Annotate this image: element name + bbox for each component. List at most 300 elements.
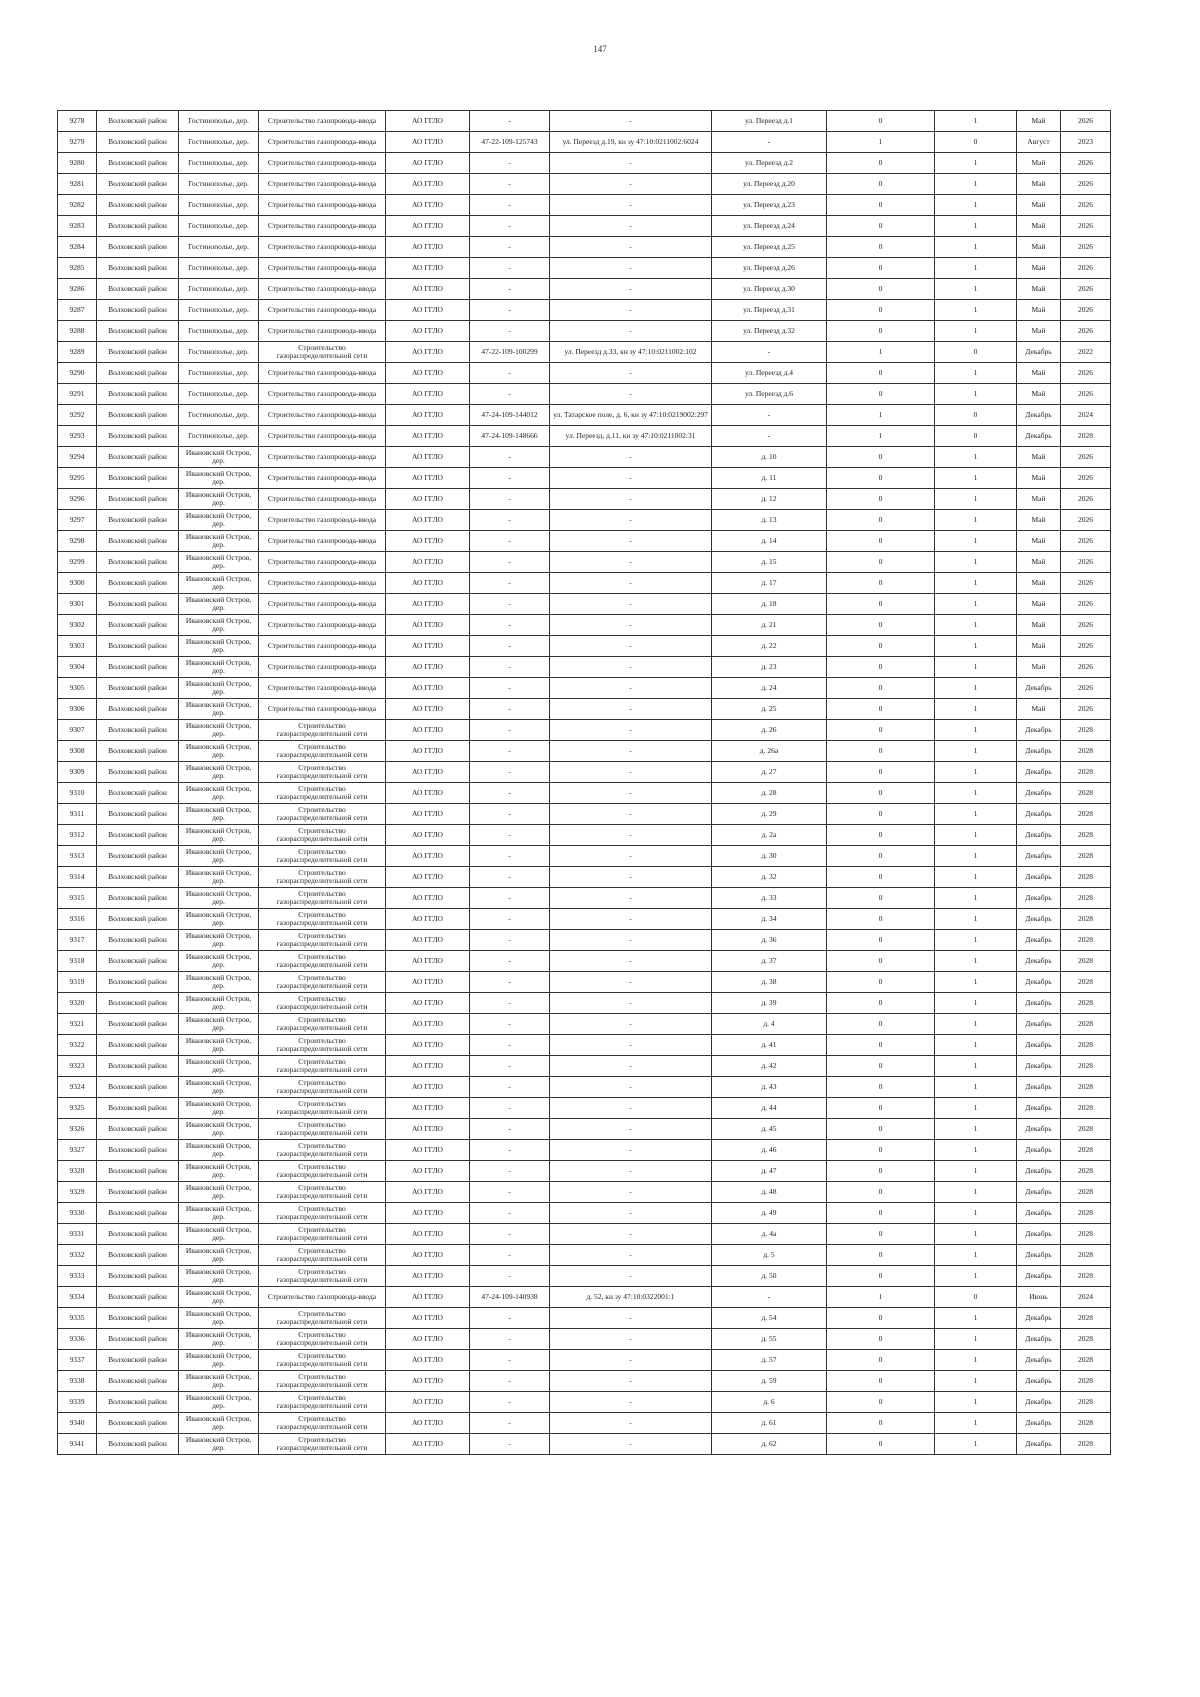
organization-cell: АО ГГЛО xyxy=(386,678,470,699)
district-cell: Волховский район xyxy=(97,1182,179,1203)
month-cell: Август xyxy=(1017,132,1061,153)
district-cell: Волховский район xyxy=(97,951,179,972)
count-a-cell: 0 xyxy=(827,846,935,867)
cadastral-address-cell: ул. Татарское поле, д. 6, кн зу 47:10:0219002:297 xyxy=(550,405,712,426)
month-cell: Декабрь xyxy=(1017,1371,1061,1392)
year-cell: 2028 xyxy=(1061,1035,1111,1056)
count-a-cell: 1 xyxy=(827,426,935,447)
work-type-cell: Строительство газораспределительной сети xyxy=(259,783,386,804)
row-number-cell: 9293 xyxy=(58,426,97,447)
application-number-cell: - xyxy=(470,111,550,132)
work-type-cell: Строительство газораспределительной сети xyxy=(259,888,386,909)
count-a-cell: 0 xyxy=(827,1014,935,1035)
settlement-cell: Ивановский Остров, дер. xyxy=(179,951,259,972)
work-type-cell: Строительство газопровода-ввода xyxy=(259,552,386,573)
table-row xyxy=(58,1371,1111,1392)
address-cell: д. 24 xyxy=(712,678,827,699)
address-cell: д. 18 xyxy=(712,594,827,615)
month-cell: Май xyxy=(1017,300,1061,321)
cadastral-address-cell: - xyxy=(550,804,712,825)
district-cell: Волховский район xyxy=(97,783,179,804)
count-b-cell: 1 xyxy=(935,153,1017,174)
work-type-cell: Строительство газопровода-ввода xyxy=(259,615,386,636)
application-number-cell: - xyxy=(470,1182,550,1203)
count-b-cell: 1 xyxy=(935,573,1017,594)
year-cell: 2028 xyxy=(1061,1077,1111,1098)
table-row xyxy=(58,426,1111,447)
cadastral-address-cell: - xyxy=(550,1161,712,1182)
count-a-cell: 0 xyxy=(827,1203,935,1224)
month-cell: Декабрь xyxy=(1017,1350,1061,1371)
district-cell: Волховский район xyxy=(97,153,179,174)
cadastral-address-cell: - xyxy=(550,1056,712,1077)
count-b-cell: 1 xyxy=(935,447,1017,468)
table-row xyxy=(58,615,1111,636)
address-cell: д. 38 xyxy=(712,972,827,993)
cadastral-address-cell: - xyxy=(550,1098,712,1119)
settlement-cell: Ивановский Остров, дер. xyxy=(179,720,259,741)
row-number-cell: 9298 xyxy=(58,531,97,552)
table-row xyxy=(58,1140,1111,1161)
district-cell: Волховский район xyxy=(97,1161,179,1182)
row-number-cell: 9313 xyxy=(58,846,97,867)
count-b-cell: 1 xyxy=(935,174,1017,195)
cadastral-address-cell: - xyxy=(550,216,712,237)
table-row xyxy=(58,1224,1111,1245)
application-number-cell: - xyxy=(470,867,550,888)
address-cell: д. 54 xyxy=(712,1308,827,1329)
table-row xyxy=(58,279,1111,300)
month-cell: Декабрь xyxy=(1017,1035,1061,1056)
district-cell: Волховский район xyxy=(97,174,179,195)
address-cell: ул. Переезд д.4 xyxy=(712,363,827,384)
count-a-cell: 0 xyxy=(827,1266,935,1287)
table-row xyxy=(58,1119,1111,1140)
application-number-cell: - xyxy=(470,1392,550,1413)
year-cell: 2028 xyxy=(1061,1308,1111,1329)
year-cell: 2026 xyxy=(1061,636,1111,657)
district-cell: Волховский район xyxy=(97,552,179,573)
count-b-cell: 1 xyxy=(935,321,1017,342)
district-cell: Волховский район xyxy=(97,1392,179,1413)
table-row xyxy=(58,342,1111,363)
address-cell: д. 13 xyxy=(712,510,827,531)
count-a-cell: 0 xyxy=(827,1329,935,1350)
settlement-cell: Гостинополье, дер. xyxy=(179,153,259,174)
settlement-cell: Гостинополье, дер. xyxy=(179,111,259,132)
address-cell: д. 25 xyxy=(712,699,827,720)
district-cell: Волховский район xyxy=(97,132,179,153)
count-b-cell: 1 xyxy=(935,699,1017,720)
row-number-cell: 9318 xyxy=(58,951,97,972)
year-cell: 2028 xyxy=(1061,1161,1111,1182)
count-a-cell: 0 xyxy=(827,174,935,195)
month-cell: Декабрь xyxy=(1017,405,1061,426)
settlement-cell: Ивановский Остров, дер. xyxy=(179,1266,259,1287)
cadastral-address-cell: - xyxy=(550,867,712,888)
count-b-cell: 1 xyxy=(935,1434,1017,1455)
cadastral-address-cell: - xyxy=(550,1119,712,1140)
year-cell: 2028 xyxy=(1061,762,1111,783)
work-type-cell: Строительство газораспределительной сети xyxy=(259,1245,386,1266)
count-b-cell: 1 xyxy=(935,384,1017,405)
row-number-cell: 9330 xyxy=(58,1203,97,1224)
work-type-cell: Строительство газораспределительной сети xyxy=(259,1182,386,1203)
cadastral-address-cell: - xyxy=(550,489,712,510)
settlement-cell: Гостинополье, дер. xyxy=(179,174,259,195)
row-number-cell: 9305 xyxy=(58,678,97,699)
settlement-cell: Ивановский Остров, дер. xyxy=(179,1287,259,1308)
year-cell: 2028 xyxy=(1061,1266,1111,1287)
year-cell: 2026 xyxy=(1061,552,1111,573)
table-row xyxy=(58,804,1111,825)
work-type-cell: Строительство газопровода-ввода xyxy=(259,510,386,531)
year-cell: 2028 xyxy=(1061,993,1111,1014)
work-type-cell: Строительство газораспределительной сети xyxy=(259,1329,386,1350)
settlement-cell: Ивановский Остров, дер. xyxy=(179,783,259,804)
count-a-cell: 0 xyxy=(827,279,935,300)
row-number-cell: 9332 xyxy=(58,1245,97,1266)
district-cell: Волховский район xyxy=(97,405,179,426)
settlement-cell: Ивановский Остров, дер. xyxy=(179,552,259,573)
count-b-cell: 1 xyxy=(935,552,1017,573)
organization-cell: АО ГГЛО xyxy=(386,594,470,615)
work-type-cell: Строительство газораспределительной сети xyxy=(259,804,386,825)
work-type-cell: Строительство газопровода-ввода xyxy=(259,426,386,447)
count-b-cell: 1 xyxy=(935,1350,1017,1371)
count-b-cell: 1 xyxy=(935,678,1017,699)
district-cell: Волховский район xyxy=(97,846,179,867)
month-cell: Декабрь xyxy=(1017,1245,1061,1266)
row-number-cell: 9333 xyxy=(58,1266,97,1287)
address-cell: д. 23 xyxy=(712,657,827,678)
cadastral-address-cell: - xyxy=(550,279,712,300)
table-row xyxy=(58,993,1111,1014)
count-a-cell: 1 xyxy=(827,405,935,426)
application-number-cell: - xyxy=(470,1329,550,1350)
organization-cell: АО ГГЛО xyxy=(386,1098,470,1119)
month-cell: Май xyxy=(1017,174,1061,195)
year-cell: 2028 xyxy=(1061,426,1111,447)
row-number-cell: 9324 xyxy=(58,1077,97,1098)
count-a-cell: 0 xyxy=(827,972,935,993)
work-type-cell: Строительство газораспределительной сети xyxy=(259,741,386,762)
month-cell: Декабрь xyxy=(1017,993,1061,1014)
year-cell: 2026 xyxy=(1061,510,1111,531)
organization-cell: АО ГГЛО xyxy=(386,867,470,888)
row-number-cell: 9321 xyxy=(58,1014,97,1035)
count-a-cell: 0 xyxy=(827,741,935,762)
table-row xyxy=(58,657,1111,678)
settlement-cell: Ивановский Остров, дер. xyxy=(179,1014,259,1035)
address-cell: д. 10 xyxy=(712,447,827,468)
count-b-cell: 1 xyxy=(935,1077,1017,1098)
address-cell: ул. Переезд д.23 xyxy=(712,195,827,216)
application-number-cell: - xyxy=(470,195,550,216)
table-row xyxy=(58,846,1111,867)
table-row xyxy=(58,951,1111,972)
year-cell: 2026 xyxy=(1061,153,1111,174)
cadastral-address-cell: - xyxy=(550,174,712,195)
work-type-cell: Строительство газораспределительной сети xyxy=(259,1098,386,1119)
count-b-cell: 1 xyxy=(935,783,1017,804)
count-a-cell: 0 xyxy=(827,237,935,258)
month-cell: Май xyxy=(1017,699,1061,720)
application-number-cell: - xyxy=(470,825,550,846)
year-cell: 2026 xyxy=(1061,174,1111,195)
cadastral-address-cell: - xyxy=(550,1203,712,1224)
year-cell: 2028 xyxy=(1061,783,1111,804)
address-cell: д. 41 xyxy=(712,1035,827,1056)
settlement-cell: Ивановский Остров, дер. xyxy=(179,1077,259,1098)
month-cell: Декабрь xyxy=(1017,741,1061,762)
settlement-cell: Ивановский Остров, дер. xyxy=(179,1203,259,1224)
month-cell: Май xyxy=(1017,594,1061,615)
organization-cell: АО ГГЛО xyxy=(386,531,470,552)
row-number-cell: 9309 xyxy=(58,762,97,783)
work-type-cell: Строительство газопровода-ввода xyxy=(259,384,386,405)
cadastral-address-cell: - xyxy=(550,1182,712,1203)
row-number-cell: 9315 xyxy=(58,888,97,909)
settlement-cell: Ивановский Остров, дер. xyxy=(179,657,259,678)
address-cell: д. 21 xyxy=(712,615,827,636)
count-a-cell: 0 xyxy=(827,1077,935,1098)
organization-cell: АО ГГЛО xyxy=(386,1434,470,1455)
settlement-cell: Ивановский Остров, дер. xyxy=(179,531,259,552)
count-b-cell: 1 xyxy=(935,657,1017,678)
month-cell: Май xyxy=(1017,111,1061,132)
address-cell: д. 50 xyxy=(712,1266,827,1287)
district-cell: Волховский район xyxy=(97,573,179,594)
work-type-cell: Строительство газораспределительной сети xyxy=(259,720,386,741)
organization-cell: АО ГГЛО xyxy=(386,132,470,153)
address-cell: д. 62 xyxy=(712,1434,827,1455)
table-row xyxy=(58,321,1111,342)
table-row xyxy=(58,153,1111,174)
month-cell: Декабрь xyxy=(1017,930,1061,951)
application-number-cell: - xyxy=(470,1161,550,1182)
table-row xyxy=(58,636,1111,657)
address-cell: ул. Переезд д.30 xyxy=(712,279,827,300)
cadastral-address-cell: - xyxy=(550,111,712,132)
settlement-cell: Ивановский Остров, дер. xyxy=(179,636,259,657)
cadastral-address-cell: - xyxy=(550,531,712,552)
application-number-cell: - xyxy=(470,741,550,762)
application-number-cell: - xyxy=(470,552,550,573)
application-number-cell: - xyxy=(470,363,550,384)
cadastral-address-cell: - xyxy=(550,930,712,951)
district-cell: Волховский район xyxy=(97,1266,179,1287)
work-type-cell: Строительство газораспределительной сети xyxy=(259,867,386,888)
work-type-cell: Строительство газораспределительной сети xyxy=(259,930,386,951)
month-cell: Май xyxy=(1017,384,1061,405)
district-cell: Волховский район xyxy=(97,1035,179,1056)
work-type-cell: Строительство газопровода-ввода xyxy=(259,321,386,342)
count-b-cell: 1 xyxy=(935,1413,1017,1434)
application-number-cell: - xyxy=(470,1308,550,1329)
work-type-cell: Строительство газопровода-ввода xyxy=(259,258,386,279)
address-cell: д. 27 xyxy=(712,762,827,783)
year-cell: 2026 xyxy=(1061,489,1111,510)
row-number-cell: 9301 xyxy=(58,594,97,615)
row-number-cell: 9294 xyxy=(58,447,97,468)
cadastral-address-cell: - xyxy=(550,720,712,741)
address-cell: д. 12 xyxy=(712,489,827,510)
count-a-cell: 0 xyxy=(827,951,935,972)
work-type-cell: Строительство газопровода-ввода xyxy=(259,699,386,720)
month-cell: Декабрь xyxy=(1017,804,1061,825)
settlement-cell: Ивановский Остров, дер. xyxy=(179,1098,259,1119)
organization-cell: АО ГГЛО xyxy=(386,342,470,363)
month-cell: Май xyxy=(1017,615,1061,636)
district-cell: Волховский район xyxy=(97,972,179,993)
year-cell: 2028 xyxy=(1061,1119,1111,1140)
year-cell: 2028 xyxy=(1061,1224,1111,1245)
address-cell: д. 49 xyxy=(712,1203,827,1224)
row-number-cell: 9288 xyxy=(58,321,97,342)
application-number-cell: 47-24-109-144012 xyxy=(470,405,550,426)
organization-cell: АО ГГЛО xyxy=(386,489,470,510)
cadastral-address-cell: ул. Переезд д.33, кн зу 47:10:0211002:102 xyxy=(550,342,712,363)
cadastral-address-cell: - xyxy=(550,321,712,342)
table-row xyxy=(58,132,1111,153)
count-b-cell: 1 xyxy=(935,930,1017,951)
count-a-cell: 0 xyxy=(827,153,935,174)
organization-cell: АО ГГЛО xyxy=(386,1203,470,1224)
settlement-cell: Ивановский Остров, дер. xyxy=(179,573,259,594)
address-cell: д. 6 xyxy=(712,1392,827,1413)
cadastral-address-cell: - xyxy=(550,1035,712,1056)
cadastral-address-cell: - xyxy=(550,510,712,531)
cadastral-address-cell: - xyxy=(550,1308,712,1329)
count-a-cell: 0 xyxy=(827,195,935,216)
count-b-cell: 1 xyxy=(935,1245,1017,1266)
address-cell: ул. Переезд д.6 xyxy=(712,384,827,405)
count-a-cell: 0 xyxy=(827,636,935,657)
district-cell: Волховский район xyxy=(97,762,179,783)
year-cell: 2026 xyxy=(1061,363,1111,384)
work-type-cell: Строительство газораспределительной сети xyxy=(259,1077,386,1098)
organization-cell: АО ГГЛО xyxy=(386,762,470,783)
month-cell: Декабрь xyxy=(1017,1434,1061,1455)
row-number-cell: 9338 xyxy=(58,1371,97,1392)
row-number-cell: 9336 xyxy=(58,1329,97,1350)
cadastral-address-cell: - xyxy=(550,552,712,573)
year-cell: 2026 xyxy=(1061,384,1111,405)
settlement-cell: Ивановский Остров, дер. xyxy=(179,1413,259,1434)
organization-cell: АО ГГЛО xyxy=(386,636,470,657)
table-row xyxy=(58,237,1111,258)
settlement-cell: Ивановский Остров, дер. xyxy=(179,615,259,636)
year-cell: 2026 xyxy=(1061,216,1111,237)
count-b-cell: 1 xyxy=(935,237,1017,258)
cadastral-address-cell: - xyxy=(550,1434,712,1455)
count-b-cell: 0 xyxy=(935,132,1017,153)
organization-cell: АО ГГЛО xyxy=(386,888,470,909)
application-number-cell: - xyxy=(470,1413,550,1434)
month-cell: Май xyxy=(1017,363,1061,384)
settlement-cell: Гостинополье, дер. xyxy=(179,132,259,153)
application-number-cell: - xyxy=(470,909,550,930)
district-cell: Волховский район xyxy=(97,1098,179,1119)
organization-cell: АО ГГЛО xyxy=(386,1287,470,1308)
month-cell: Май xyxy=(1017,279,1061,300)
count-a-cell: 0 xyxy=(827,909,935,930)
month-cell: Декабрь xyxy=(1017,342,1061,363)
cadastral-address-cell: ул. Переезд, д.11, кн зу 47:10:0211002:31 xyxy=(550,426,712,447)
settlement-cell: Гостинополье, дер. xyxy=(179,321,259,342)
count-b-cell: 1 xyxy=(935,1140,1017,1161)
count-a-cell: 0 xyxy=(827,867,935,888)
address-cell: ул. Переезд д.24 xyxy=(712,216,827,237)
count-a-cell: 0 xyxy=(827,1308,935,1329)
application-number-cell: - xyxy=(470,657,550,678)
work-type-cell: Строительство газораспределительной сети xyxy=(259,846,386,867)
year-cell: 2028 xyxy=(1061,1014,1111,1035)
year-cell: 2026 xyxy=(1061,279,1111,300)
month-cell: Декабрь xyxy=(1017,888,1061,909)
count-b-cell: 1 xyxy=(935,1266,1017,1287)
count-b-cell: 1 xyxy=(935,888,1017,909)
count-a-cell: 0 xyxy=(827,1140,935,1161)
month-cell: Декабрь xyxy=(1017,1056,1061,1077)
table-row xyxy=(58,867,1111,888)
cadastral-address-cell: - xyxy=(550,678,712,699)
district-cell: Волховский район xyxy=(97,678,179,699)
row-number-cell: 9337 xyxy=(58,1350,97,1371)
organization-cell: АО ГГЛО xyxy=(386,258,470,279)
organization-cell: АО ГГЛО xyxy=(386,384,470,405)
cadastral-address-cell: - xyxy=(550,636,712,657)
district-cell: Волховский район xyxy=(97,531,179,552)
count-b-cell: 1 xyxy=(935,1371,1017,1392)
count-a-cell: 0 xyxy=(827,258,935,279)
settlement-cell: Ивановский Остров, дер. xyxy=(179,1392,259,1413)
month-cell: Декабрь xyxy=(1017,1014,1061,1035)
month-cell: Декабрь xyxy=(1017,1392,1061,1413)
month-cell: Декабрь xyxy=(1017,846,1061,867)
organization-cell: АО ГГЛО xyxy=(386,447,470,468)
work-type-cell: Строительство газопровода-ввода xyxy=(259,447,386,468)
application-number-cell: - xyxy=(470,1266,550,1287)
settlement-cell: Гостинополье, дер. xyxy=(179,300,259,321)
year-cell: 2028 xyxy=(1061,1329,1111,1350)
work-type-cell: Строительство газораспределительной сети xyxy=(259,825,386,846)
count-a-cell: 0 xyxy=(827,762,935,783)
district-cell: Волховский район xyxy=(97,1350,179,1371)
count-b-cell: 1 xyxy=(935,279,1017,300)
district-cell: Волховский район xyxy=(97,1119,179,1140)
settlement-cell: Гостинополье, дер. xyxy=(179,279,259,300)
count-a-cell: 0 xyxy=(827,783,935,804)
count-a-cell: 0 xyxy=(827,300,935,321)
work-type-cell: Строительство газопровода-ввода xyxy=(259,237,386,258)
district-cell: Волховский район xyxy=(97,216,179,237)
work-type-cell: Строительство газопровода-ввода xyxy=(259,174,386,195)
address-cell: д. 5 xyxy=(712,1245,827,1266)
row-number-cell: 9341 xyxy=(58,1434,97,1455)
work-type-cell: Строительство газопровода-ввода xyxy=(259,531,386,552)
application-number-cell: - xyxy=(470,1140,550,1161)
count-b-cell: 0 xyxy=(935,1287,1017,1308)
year-cell: 2026 xyxy=(1061,300,1111,321)
settlement-cell: Ивановский Остров, дер. xyxy=(179,1035,259,1056)
district-cell: Волховский район xyxy=(97,909,179,930)
year-cell: 2026 xyxy=(1061,321,1111,342)
work-type-cell: Строительство газопровода-ввода xyxy=(259,195,386,216)
district-cell: Волховский район xyxy=(97,1434,179,1455)
count-b-cell: 1 xyxy=(935,111,1017,132)
